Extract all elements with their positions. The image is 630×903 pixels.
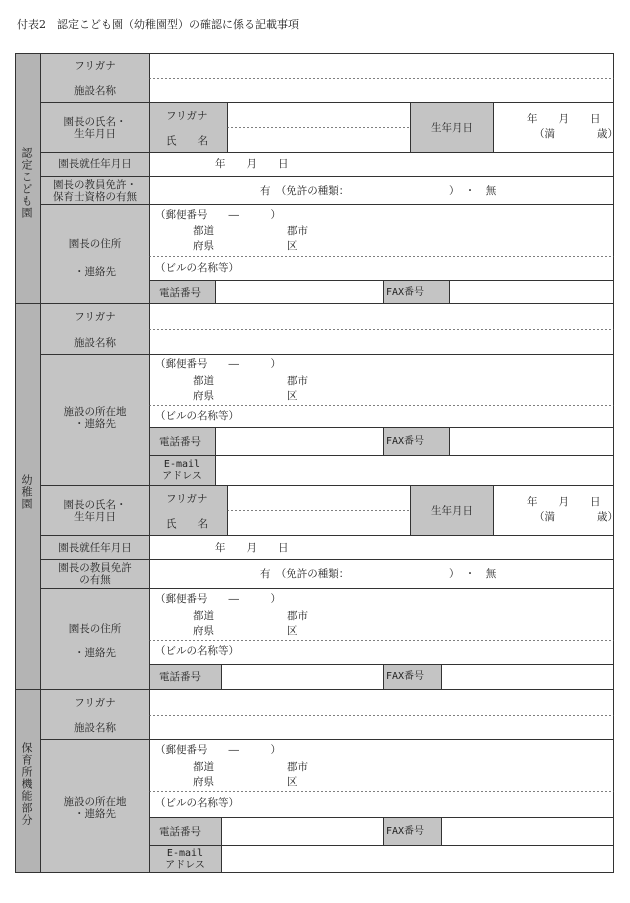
- postal-code-field: （郵便番号 ― ）: [155, 744, 281, 756]
- director-license-value: 有 （免許の種類： ） ・ 無: [260, 185, 497, 197]
- ward-label: 区: [287, 776, 298, 788]
- prefecture-label-2: 府県: [193, 240, 214, 252]
- fax-label: FAX番号: [386, 671, 425, 682]
- prefecture-label-2: 府県: [193, 776, 214, 788]
- prefecture-label-2: 府県: [193, 390, 214, 402]
- postal-code-field: （郵便番号 ― ）: [155, 593, 281, 605]
- birthdate-value: 年 月 日: [527, 496, 601, 508]
- tel-label: 電話番号: [159, 671, 201, 683]
- facility-name-label: 施設名称: [74, 337, 116, 349]
- building-label: （ビルの名称等）: [155, 797, 239, 809]
- fax-label: FAX番号: [386, 826, 425, 837]
- building-label: （ビルの名称等）: [155, 645, 239, 657]
- director-furigana-label: フリガナ: [166, 493, 208, 505]
- ward-label: 区: [287, 390, 298, 402]
- city-label: 郡市: [287, 610, 308, 622]
- director-name-label: 氏 名: [166, 518, 208, 530]
- tel-label: 電話番号: [159, 287, 201, 299]
- director-name-label: 氏 名: [166, 135, 208, 147]
- director-name-birth-label: 園長の氏名・ 生年月日: [63, 499, 127, 523]
- director-license-label: 園長の教員免許 の有無: [58, 562, 132, 586]
- facility-address-label: 施設の所在地 ・連絡先: [63, 796, 127, 820]
- facility-name-label: 施設名称: [74, 85, 116, 97]
- birthdate-label: 生年月日: [431, 122, 473, 134]
- prefecture-label: 都道: [193, 761, 214, 773]
- tel-label: 電話番号: [159, 436, 201, 448]
- director-appointed-label: 園長就任年月日: [58, 158, 132, 170]
- tel-label: 電話番号: [159, 826, 201, 838]
- director-appointed-label: 園長就任年月日: [58, 542, 132, 554]
- email-label: E-mail アドレス: [162, 459, 202, 482]
- prefecture-label-2: 府県: [193, 625, 214, 637]
- section-label-hoiku: 保育所機能部分: [20, 742, 33, 826]
- building-label: （ビルの名称等）: [155, 410, 239, 422]
- building-label: （ビルの名称等）: [155, 262, 239, 274]
- fax-label: FAX番号: [386, 436, 425, 447]
- fax-label: FAX番号: [386, 287, 425, 298]
- postal-code-field: （郵便番号 ― ）: [155, 209, 281, 221]
- age-value: （満 歳）: [534, 128, 618, 140]
- director-address-label: 園長の住所: [68, 623, 122, 635]
- director-address-label: 園長の住所: [68, 238, 122, 250]
- prefecture-label: 都道: [193, 225, 214, 237]
- birthdate-label: 生年月日: [431, 505, 473, 517]
- postal-code-field: （郵便番号 ― ）: [155, 358, 281, 370]
- director-appointed-value: 年 月 日: [215, 158, 289, 170]
- director-contact-label: ・連絡先: [74, 266, 116, 278]
- furigana-label: フリガナ: [74, 311, 116, 323]
- prefecture-label: 都道: [193, 610, 214, 622]
- director-appointed-value: 年 月 日: [215, 542, 289, 554]
- birthdate-value: 年 月 日: [527, 113, 601, 125]
- director-license-value: 有 （免許の種類： ） ・ 無: [260, 568, 497, 580]
- ward-label: 区: [287, 240, 298, 252]
- director-furigana-label: フリガナ: [166, 110, 208, 122]
- city-label: 郡市: [287, 225, 308, 237]
- section-label-nintei: 認定こども園: [20, 147, 33, 219]
- facility-name-label: 施設名称: [74, 722, 116, 734]
- ward-label: 区: [287, 625, 298, 637]
- city-label: 郡市: [287, 375, 308, 387]
- director-contact-label: ・連絡先: [74, 647, 116, 659]
- furigana-label: フリガナ: [74, 697, 116, 709]
- age-value: （満 歳）: [534, 511, 618, 523]
- email-label: E-mail アドレス: [165, 848, 205, 871]
- city-label: 郡市: [287, 761, 308, 773]
- furigana-label: フリガナ: [74, 60, 116, 72]
- page-title: 付表2 認定こども園（幼稚園型）の確認に係る記載事項: [17, 18, 299, 31]
- facility-address-label: 施設の所在地 ・連絡先: [63, 406, 127, 430]
- prefecture-label: 都道: [193, 375, 214, 387]
- section-label-youchien: 幼稚園: [20, 474, 33, 510]
- director-license-label: 園長の教員免許・ 保育士資格の有無: [53, 179, 137, 203]
- director-name-birth-label: 園長の氏名・ 生年月日: [63, 116, 127, 140]
